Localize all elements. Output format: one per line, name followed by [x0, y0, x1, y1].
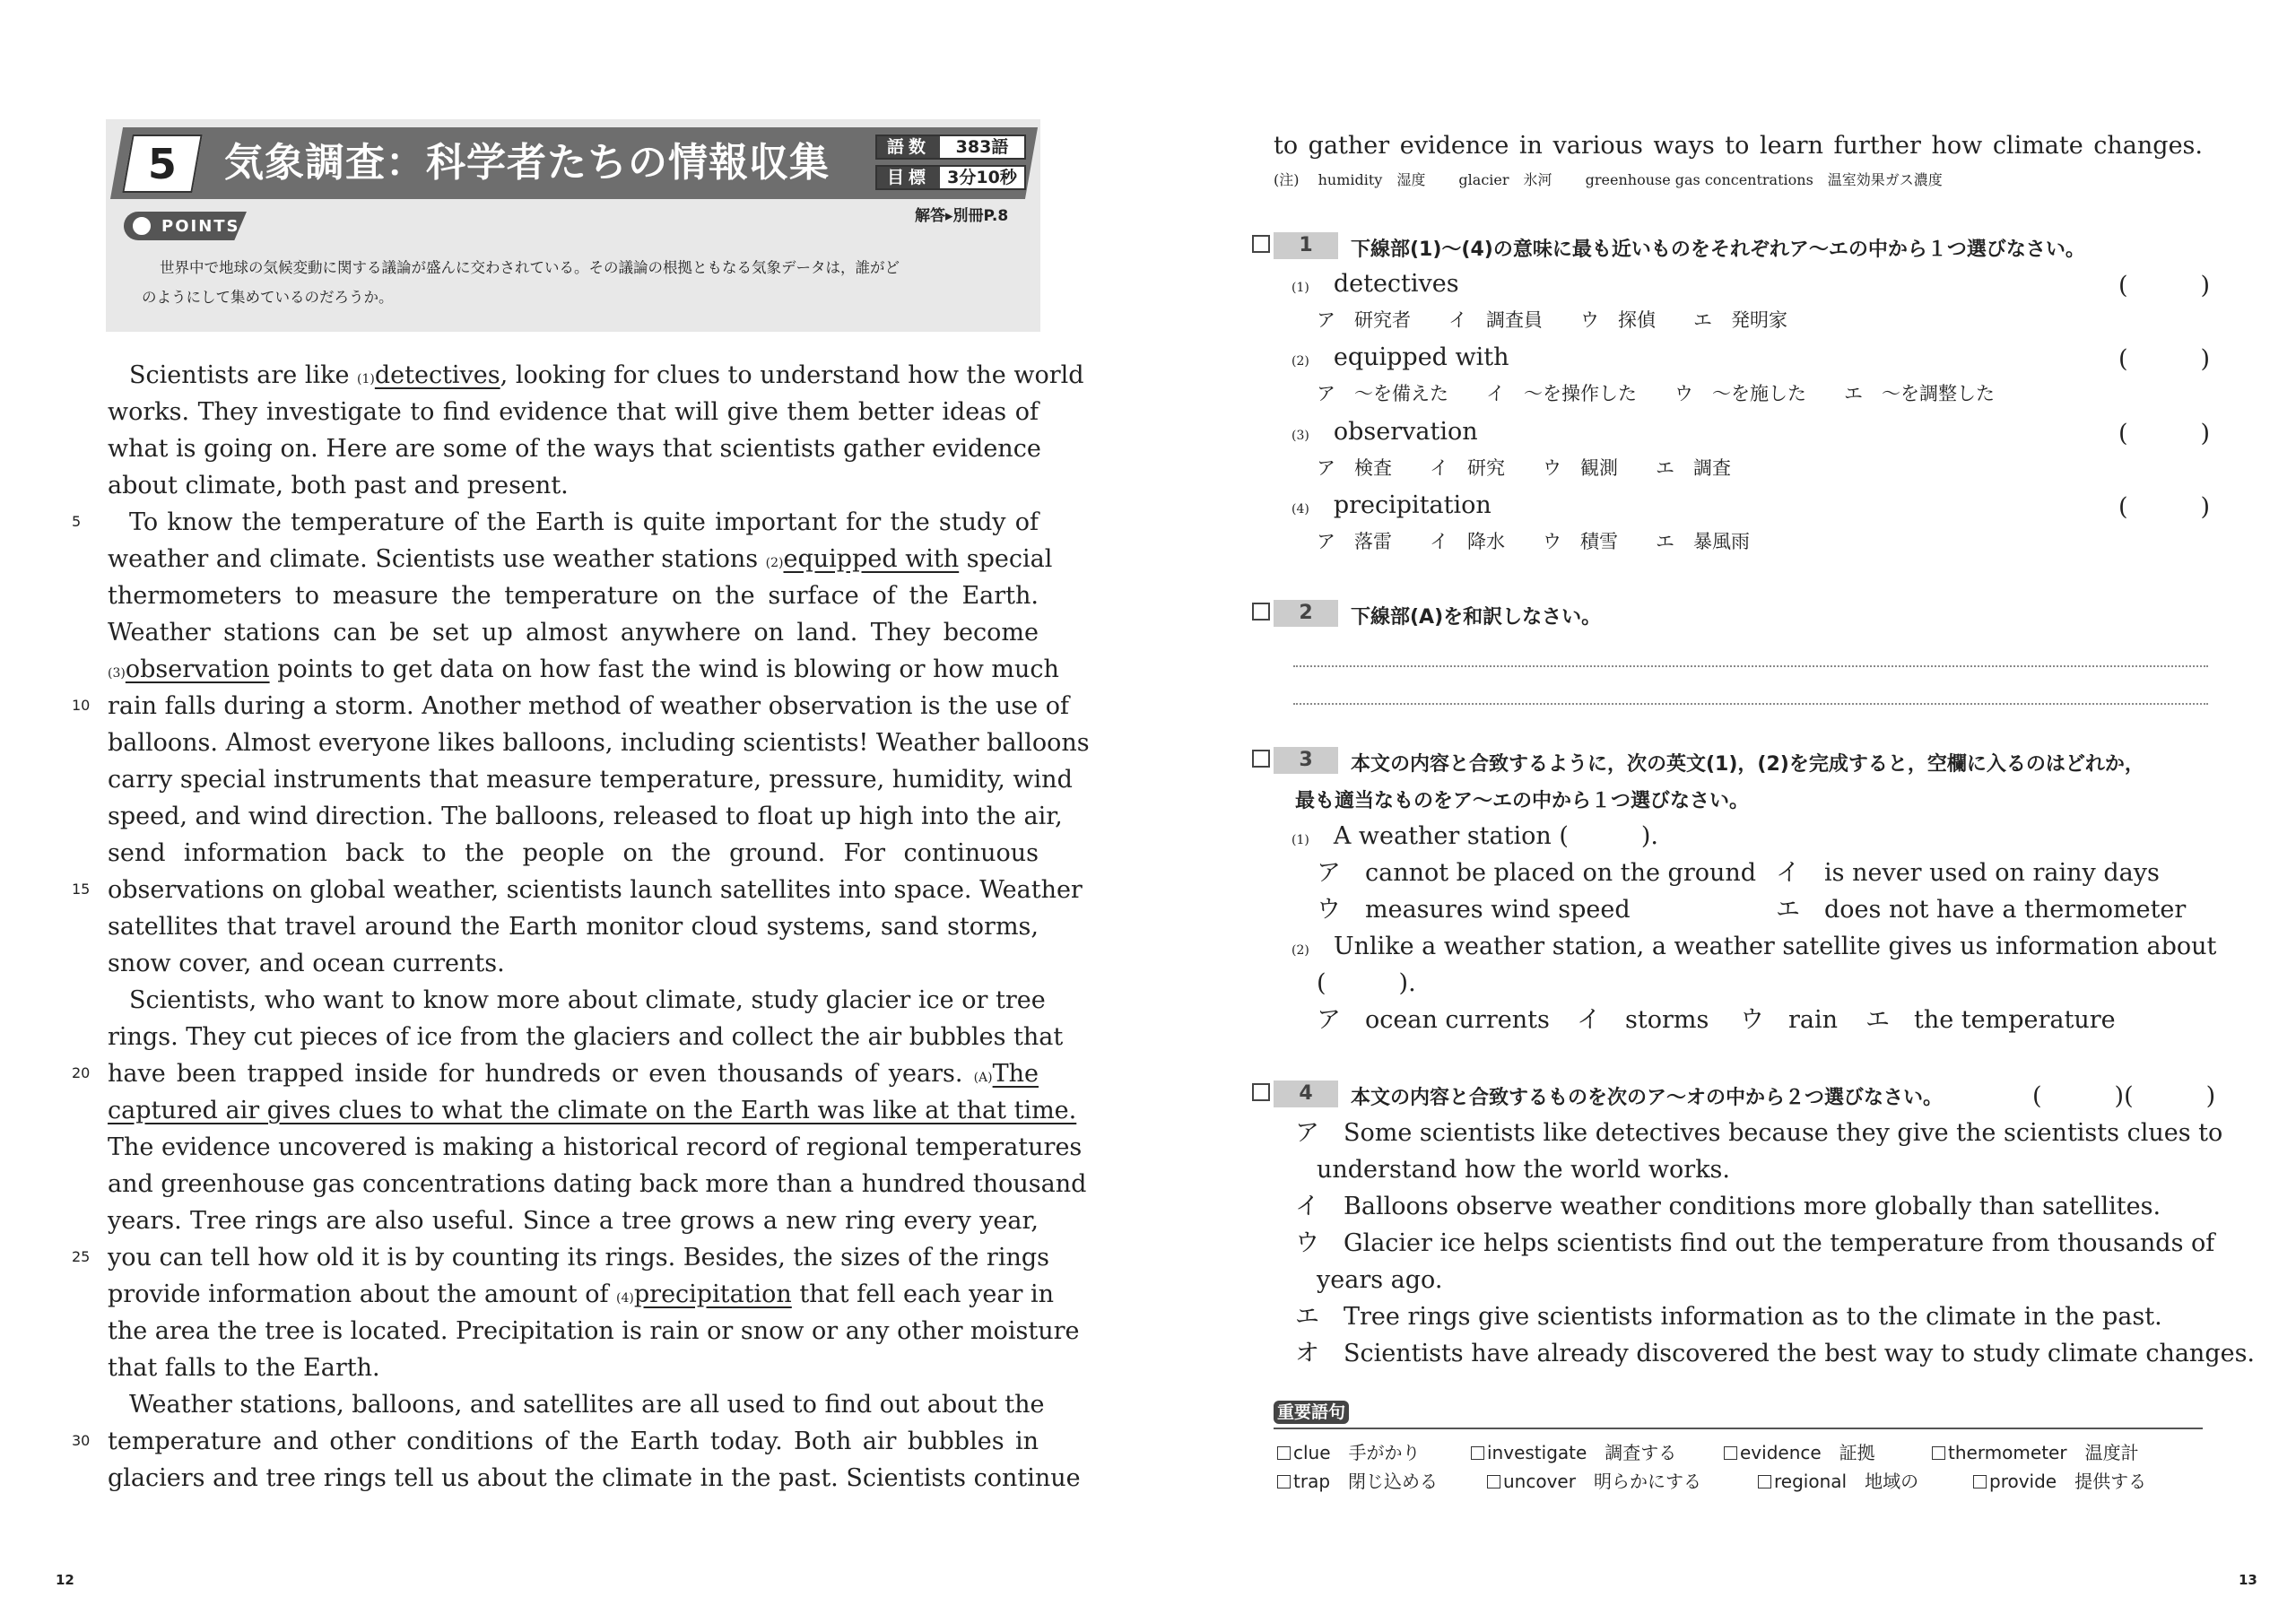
question-checkbox[interactable] — [1252, 750, 1270, 768]
question-number: 3 — [1274, 747, 1338, 774]
word-count-label: 語数 — [877, 136, 940, 158]
question-prompt: 本文の内容と合致するものを次のア〜オの中から２つ選びなさい。 — [1351, 1087, 1944, 1109]
q1-item: (1) detectives — [1292, 270, 1459, 298]
passage-line: To know the temperature of the Earth is quite important for the study of — [129, 508, 1039, 536]
word-count-value: 383語 — [955, 137, 1009, 157]
q3-option: イ is never used on rainy days — [1776, 859, 2160, 887]
passage-line: Weather stations can be set up almost anywhere on land. They become — [108, 619, 1039, 647]
passage-line: captured air gives clues to what the climate on the Earth was like at that time. — [108, 1097, 1077, 1124]
vocab-item: thermometer 温度計 — [1932, 1438, 2139, 1464]
vocab-label: 重要語句 — [1274, 1401, 1349, 1424]
passage-line: have been trapped inside for hundreds or even thousands of years. (A)The — [108, 1060, 1039, 1088]
answer-line[interactable] — [1293, 703, 2208, 705]
passage-line: observations on global weather, scientists launch satellites into space. Weather — [108, 876, 1083, 904]
note-item: humidity 湿度 — [1318, 171, 1426, 188]
q3-option: ア cannot be placed on the ground — [1317, 859, 1757, 887]
question-checkbox[interactable] — [1252, 603, 1270, 621]
passage-line: The evidence uncovered is making a historical record of regional temperatures — [108, 1133, 1083, 1161]
points-label: POINTS — [161, 217, 240, 236]
checkbox-icon[interactable] — [1758, 1475, 1771, 1488]
line-number: 30 — [72, 1432, 91, 1449]
question-prompt: 最も適当なものをア〜エの中から１つ選びなさい。 — [1295, 790, 1750, 812]
vocab-item: regional 地域の — [1758, 1467, 1918, 1493]
passage-line: Scientists are like (1)detectives, looking for clues to understand how the world — [129, 361, 1084, 389]
passage-line: rain falls during a storm. Another method of weather observation is the use of — [108, 692, 1069, 720]
q1-options: ア 研究者 イ 調査員 ウ 探偵 エ 発明家 — [1317, 309, 1787, 331]
intro-line-2: のようにして集めているのだろうか。 — [142, 289, 394, 306]
checkbox-icon[interactable] — [1973, 1475, 1987, 1488]
question-prompt: 本文の内容と合致するように，次の英文(1)，(2)を完成すると，空欄に入るのはどれか， — [1351, 753, 2144, 776]
passage-line: the area the tree is located. Precipitation is rain or snow or any other moisture — [108, 1317, 1080, 1345]
notes-label: (注) — [1274, 171, 1300, 188]
checkbox-icon[interactable] — [1277, 1475, 1291, 1488]
passage-line: thermometers to measure the temperature on the surface of the Earth. — [108, 582, 1039, 610]
answer-reference: 解答▸別冊P.8 — [915, 207, 1009, 225]
q4-option-continued: years ago. — [1317, 1266, 1443, 1294]
answer-blank[interactable]: ( ) — [2118, 345, 2211, 373]
q3-option: イ storms — [1577, 1006, 1709, 1034]
page-number-right: 13 — [2239, 1572, 2257, 1588]
question-number: 4 — [1274, 1081, 1338, 1107]
passage-line: (3)observation points to get data on how fast the wind is blowing or how much — [108, 655, 1059, 683]
passage-line: glaciers and tree rings tell us about the climate in the past. Scientists continue — [108, 1464, 1081, 1492]
vocab-item: provide 提供する — [1973, 1467, 2146, 1493]
q3-option: ウ rain — [1740, 1006, 1839, 1034]
passage-line: provide information about the amount of (4)precipitation that fell each year in — [108, 1280, 1054, 1308]
passage-line: temperature and other conditions of the Earth today. Both air bubbles in — [108, 1428, 1039, 1455]
q1-options: ア 〜を備えた イ 〜を操作した ウ 〜を施した エ 〜を調整した — [1317, 383, 1995, 404]
passage-line: works. They investigate to find evidence that will give them better ideas of — [108, 398, 1039, 426]
passage-line: rings. They cut pieces of ice from the glaciers and collect the air bubbles that — [108, 1023, 1064, 1051]
q4-option: ウ Glacier ice helps scientists find out the temperature from thousands of — [1295, 1229, 2215, 1257]
unit-number-box — [122, 135, 202, 193]
question-number: 2 — [1274, 600, 1338, 627]
passage-line: what is going on. Here are some of the ways that scientists gather evidence — [108, 435, 1041, 463]
answer-blank[interactable]: ( ) — [2118, 272, 2211, 299]
notes — [1274, 169, 1943, 189]
vocab-divider — [1274, 1428, 2203, 1429]
q4-option: エ Tree rings give scientists information as to the climate in the past. — [1295, 1303, 2162, 1331]
passage-line: you can tell how old it is by counting its rings. Besides, the sizes of the rings — [108, 1244, 1049, 1271]
intro-text — [142, 253, 1021, 312]
checkbox-icon[interactable] — [1724, 1446, 1737, 1460]
target-time-box — [875, 165, 1026, 190]
passage-line: satellites that travel around the Earth monitor cloud systems, sand storms, — [108, 913, 1039, 941]
pencil-icon — [131, 215, 152, 237]
passage-line: Scientists, who want to know more about climate, study glacier ice or tree — [129, 986, 1046, 1014]
line-number: 20 — [72, 1064, 91, 1081]
passage-line: weather and climate. Scientists use weather stations (2)equipped with special — [108, 545, 1053, 573]
q3-item: (1) A weather station ( ). — [1292, 822, 1658, 850]
unit-number: 5 — [147, 140, 177, 188]
line-number: 25 — [72, 1248, 91, 1265]
answer-blank[interactable]: ( ) — [2118, 420, 2211, 447]
passage-line: that falls to the Earth. — [108, 1354, 380, 1382]
question-prompt: 下線部(A)を和訳しなさい。 — [1351, 606, 1602, 629]
vocab-item: investigate 調査する — [1471, 1438, 1676, 1464]
question-checkbox[interactable] — [1252, 235, 1270, 253]
vocab-item: uncover 明らかにする — [1487, 1467, 1701, 1493]
vocab-item: trap 閉じ込める — [1277, 1467, 1438, 1493]
word-count-box — [875, 135, 1026, 160]
q4-option: オ Scientists have already discovered the best way to study climate changes. — [1295, 1340, 2256, 1367]
target-time-label: 目標 — [877, 167, 940, 188]
passage-line-continued: to gather evidence in various ways to learn further how climate changes. — [1274, 132, 2203, 160]
checkbox-icon[interactable] — [1471, 1446, 1484, 1460]
page-number-left: 12 — [56, 1572, 74, 1588]
q4-option-continued: understand how the world works. — [1317, 1156, 1730, 1184]
unit-title: 気象調査：科学者たちの情報収集 — [224, 140, 830, 186]
answer-line[interactable] — [1293, 665, 2208, 667]
q3-option: ア ocean currents — [1317, 1006, 1550, 1034]
question-checkbox[interactable] — [1252, 1083, 1270, 1101]
note-item: glacier 氷河 — [1458, 171, 1552, 188]
q1-item: (3) observation — [1292, 418, 1478, 446]
question-prompt: 下線部(1)〜(4)の意味に最も近いものをそれぞれア〜エの中から１つ選びなさい。 — [1351, 239, 2085, 261]
note-item: greenhouse gas concentrations 温室効果ガス濃度 — [1585, 171, 1943, 188]
passage-line: snow cover, and ocean currents. — [108, 950, 505, 977]
intro-line-1: 世界中で地球の気候変動に関する議論が盛んに交わされている。その議論の根拠ともなる気象データは，誰がど — [160, 259, 900, 276]
vocab-item: evidence 証拠 — [1724, 1438, 1875, 1464]
q4-option: ア Some scientists like detectives because they give the scientists clues to — [1295, 1119, 2223, 1147]
q4-option: イ Balloons observe weather conditions more globally than satellites. — [1295, 1193, 2161, 1220]
checkbox-icon[interactable] — [1932, 1446, 1945, 1460]
passage-line: Weather stations, balloons, and satellites are all used to find out about the — [129, 1391, 1045, 1419]
q1-item: (4) precipitation — [1292, 491, 1492, 519]
vocab-item: clue 手がかり — [1277, 1438, 1421, 1464]
line-number: 10 — [72, 697, 91, 714]
q3-option: エ the temperature — [1866, 1006, 2116, 1034]
line-number: 15 — [72, 881, 91, 898]
checkbox-icon[interactable] — [1277, 1446, 1291, 1460]
target-time-value: 3分10秒 — [947, 168, 1017, 187]
q1-item: (2) equipped with — [1292, 343, 1509, 371]
passage-line: balloons. Almost everyone likes balloons, including scientists! Weather balloons — [108, 729, 1090, 757]
passage-line: years. Tree rings are also useful. Since a tree grows a new ring every year, — [108, 1207, 1039, 1235]
q3-option: ウ measures wind speed — [1317, 896, 1631, 924]
passage-line: about climate, both past and present. — [108, 472, 569, 499]
q1-options: ア 検査 イ 研究 ウ 観測 エ 調査 — [1317, 457, 1731, 479]
line-number: 5 — [72, 513, 82, 530]
answer-blank[interactable]: ( )( ) — [2032, 1082, 2216, 1110]
q3-item: (2) Unlike a weather station, a weather satellite gives us information about — [1292, 933, 2217, 960]
question-number: 1 — [1274, 232, 1338, 259]
passage-line: and greenhouse gas concentrations dating back more than a hundred thousand — [108, 1170, 1087, 1198]
checkbox-icon[interactable] — [1487, 1475, 1500, 1488]
q1-options: ア 落雷 イ 降水 ウ 積雪 エ 暴風雨 — [1317, 531, 1750, 552]
q3-item-continued: ( ). — [1317, 969, 1416, 997]
passage-line: send information back to the people on the ground. For continuous — [108, 839, 1039, 867]
q3-option: エ does not have a thermometer — [1776, 896, 2187, 924]
answer-blank[interactable]: ( ) — [2118, 493, 2211, 521]
passage-line: carry special instruments that measure temperature, pressure, humidity, wind — [108, 766, 1073, 794]
passage-line: speed, and wind direction. The balloons, released to float up high into the air, — [108, 803, 1063, 830]
